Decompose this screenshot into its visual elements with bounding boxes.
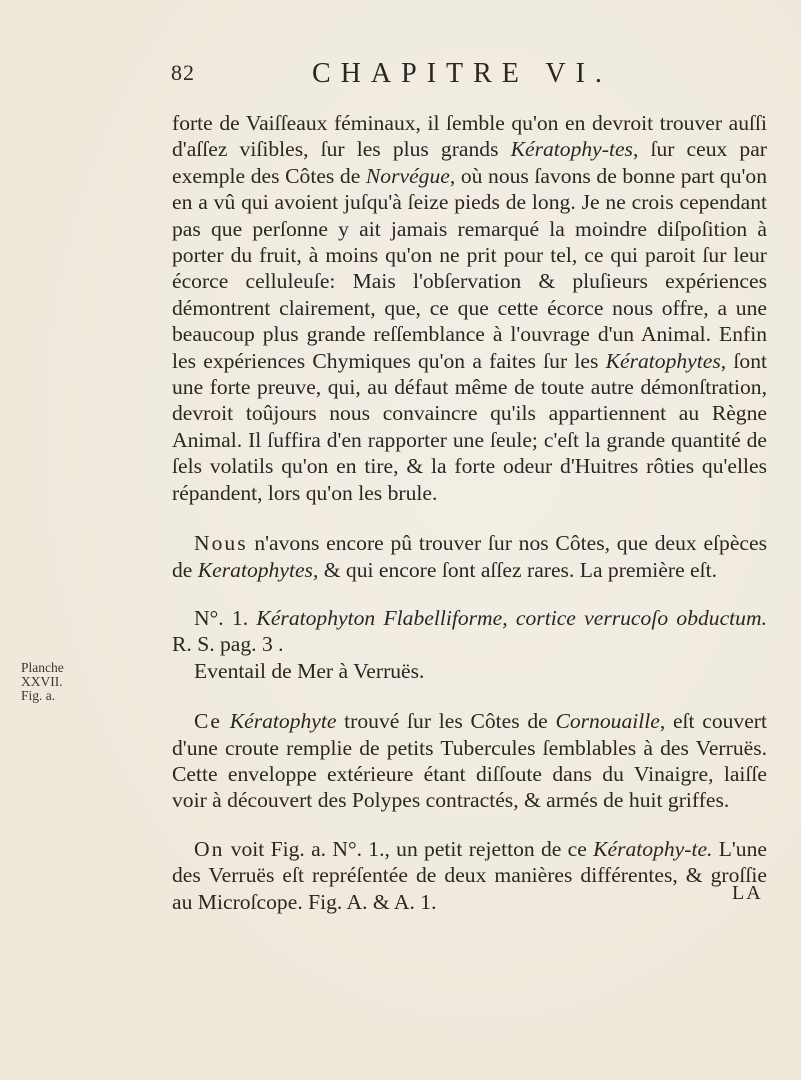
emphasis-place: Norvégue — [365, 163, 450, 188]
emphasis-place: Cornouaille — [555, 709, 660, 734]
emphasis-term: Kératophy-te. — [593, 836, 713, 861]
entry-reference: R. S. pag. 3 . — [172, 632, 284, 657]
margin-note-figure: Fig. a. — [21, 688, 56, 703]
paragraph-1: forte de Vaiſſeaux féminaux, il ſemble qu'on en devroit trouver auſſi d'aſſez viſibles, ſur les plus grands Kératophy-tes, ſur ceux par exemple des Côtes de Norvégue, où nous ſavons de bonne part qu'on en a vû qui avoient juſqu'à ſeize pieds de long. Je ne crois cependant pas que perſonne y ait jamais remarqué la moindre diſpoſition à porter du fruit, à moins qu'on ne prit pour tel, ce qui paroit ſur leur écorce celluleuſe: Mais l'obſervation & pluſieurs expériences démontrent clairement, que, ce que cette écorce nous offre, a une beaucoup plus grande reſſemblance à l'ouvrage d'un Animal. Enfin les expériences Chymiques qu'on a faites ſur les Kératophytes, ſont une forte preuve, qui, au défaut même de toute autre démonſtration, devroit toûjours nous convaincre qu'ils appartiennent au Règne Animal. Il ſuffira d'en rapporter une ſeule; c'eſt la grande quantité de ſels volatils qu'on en tire, & la forte odeur d'Huitres rôties qu'elles répandent, lors qu'on les brule. — [172, 111, 767, 505]
margin-note-plate: Planche — [21, 660, 64, 675]
lead-word: On — [194, 836, 225, 861]
entry-common-name: Eventail de Mer à Verruës. — [194, 658, 425, 683]
emphasis-term: Keratophytes — [197, 557, 313, 582]
entry-latin-name: Kératophyton Flabelliforme, cortice verrucoſo obductum. — [256, 605, 767, 630]
paragraph-3: Ce Kératophyte trouvé ſur les Côtes de Cornouaille, eſt couvert d'une croute remplie de petits Tubercules ſemblables à des Verruës. Cette enveloppe extérieure étant diſſoute dans du Vinaigre, laiſſe voir à découvert des Polypes contractés, & armés de huit griffes. — [172, 709, 767, 813]
entry-number: N°. 1. — [194, 605, 249, 630]
emphasis-term: Kératophytes — [605, 348, 721, 373]
margin-note-plate-number: XXVII. — [21, 674, 63, 689]
lead-word: Ce — [194, 709, 222, 734]
entry-heading — [172, 605, 767, 658]
body-text — [172, 110, 767, 915]
paragraph-2: Nous n'avons encore pû trouver ſur nos Côtes, que deux eſpèces de Keratophytes, & qui encore ſont aſſez rares. La première eſt. — [172, 531, 767, 582]
margin-note — [21, 661, 64, 703]
paragraph-4: On voit Fig. a. N°. 1., un petit rejetton de ce Kératophy-te. L'une des Verruës eſt repréſentée de deux manières différentes, & groſſie au Microſcope. Fig. A. & A. 1. — [172, 836, 767, 914]
catchword: LA — [732, 882, 763, 904]
emphasis-term: Kératophyte — [229, 709, 337, 734]
lead-word: Nous — [194, 531, 248, 556]
emphasis-term: Kératophy-tes — [510, 137, 633, 162]
page-number: 82 — [171, 60, 195, 85]
running-head: CHAPITRE VI. — [312, 58, 612, 89]
